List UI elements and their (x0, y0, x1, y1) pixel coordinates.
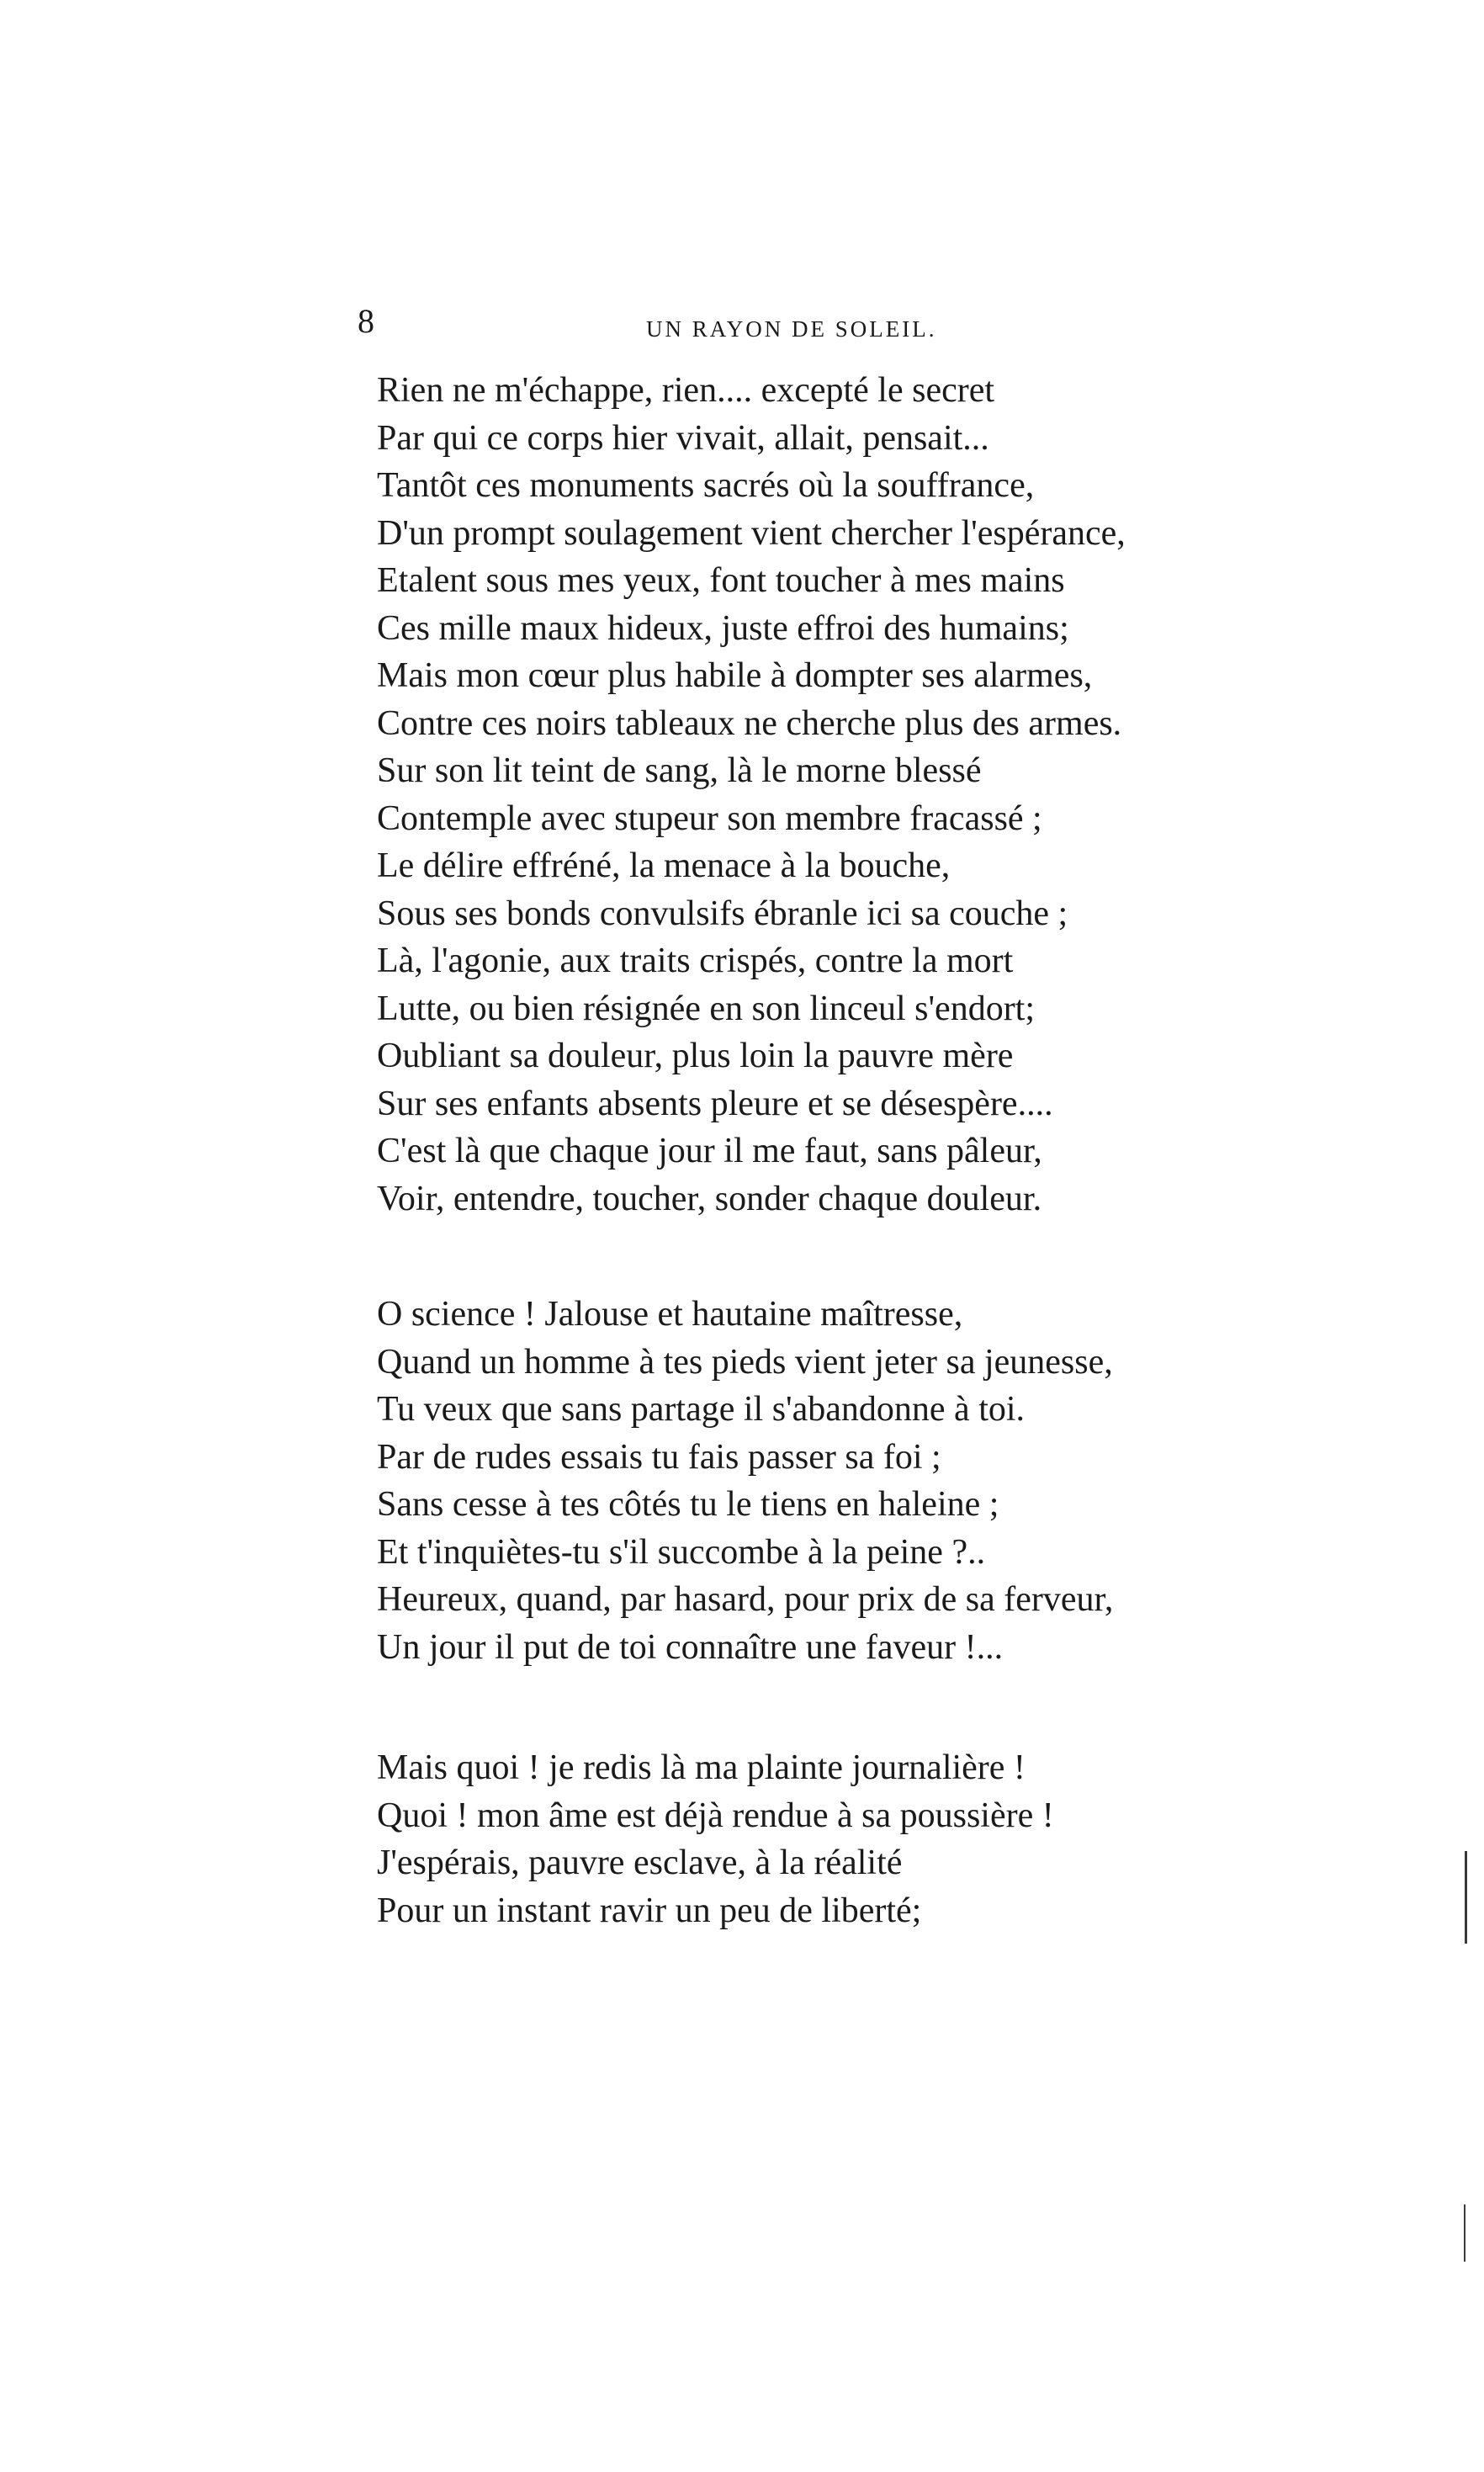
page-number: 8 (358, 302, 374, 340)
verse-line: Sur son lit teint de sang, là le morne blessé (377, 751, 982, 790)
verse-line: Sans cesse à tes côtés tu le tiens en haleine ; (377, 1485, 999, 1524)
verse-line: Là, l'agonie, aux traits crispés, contre la mort (377, 942, 1014, 980)
verse-line: Ces mille maux hideux, juste effroi des humains; (377, 608, 1069, 648)
verse-line: J'espérais, pauvre esclave, à la réalité (377, 1843, 903, 1882)
verse-line: Lutte, ou bien résignée en son linceul s'endort; (377, 989, 1036, 1028)
verse-line: Tantôt ces monuments sacrés où la souffrance, (377, 466, 1035, 505)
stanza (377, 367, 1336, 1223)
verse-line: Oubliant sa douleur, plus loin la pauvre mère (377, 1037, 1014, 1075)
verse-line: Heureux, quand, par hasard, pour prix de sa ferveur, (377, 1580, 1114, 1619)
verse-line: Quand un homme à tes pieds vient jeter sa jeunesse, (377, 1342, 1113, 1382)
verse-line: Quoi ! mon âme est déjà rendue à sa poussière ! (377, 1796, 1054, 1835)
stanza (377, 1291, 1336, 1671)
verse-line: Mais mon cœur plus habile à dompter ses alarmes, (377, 656, 1093, 695)
verse-line: Contemple avec stupeur son membre fracassé ; (377, 798, 1042, 838)
verse-line: Pour un instant ravir un peu de liberté; (377, 1891, 922, 1930)
verse-line: Voir, entendre, toucher, sonder chaque douleur. (377, 1179, 1042, 1218)
verse-line: O science ! Jalouse et hautaine maîtresse, (377, 1295, 963, 1334)
verse-line: Un jour il put de toi connaître une faveur !... (377, 1627, 1004, 1667)
verse-line: Rien ne m'échappe, rien.... excepté le secret (377, 371, 995, 410)
running-title: UN RAYON DE SOLEIL. (646, 316, 937, 342)
verse-line: Contre ces noirs tableaux ne cherche plus des armes. (377, 703, 1122, 743)
verse-line: Sur ses enfants absents pleure et se désespère.... (377, 1084, 1053, 1123)
verse-line: Etalent sous mes yeux, font toucher à mes mains (377, 561, 1065, 600)
verse-line: Le délire effréné, la menace à la bouche, (377, 846, 951, 885)
verse-line: C'est là que chaque jour il me faut, sans pâleur, (377, 1132, 1042, 1170)
verse-line: Et t'inquiètes-tu s'il succombe à la peine ?.. (377, 1532, 986, 1572)
poem-body (377, 367, 1336, 1934)
stanza (377, 1744, 1336, 1934)
verse-line: Par qui ce corps hier vivait, allait, pensait... (377, 418, 989, 458)
verse-line: Par de rudes essais tu fais passer sa foi ; (377, 1437, 941, 1477)
verse-line: Tu veux que sans partage il s'abandonne à toi. (377, 1390, 1026, 1429)
verse-line: D'un prompt soulagement vient chercher l'espérance, (377, 513, 1126, 553)
scan-edge-mark (1464, 2204, 1465, 2262)
verse-line: Sous ses bonds convulsifs ébranle ici sa couche ; (377, 894, 1068, 933)
scan-edge-mark (1465, 1851, 1467, 1944)
verse-line: Mais quoi ! je redis là ma plainte journalière ! (377, 1748, 1026, 1787)
